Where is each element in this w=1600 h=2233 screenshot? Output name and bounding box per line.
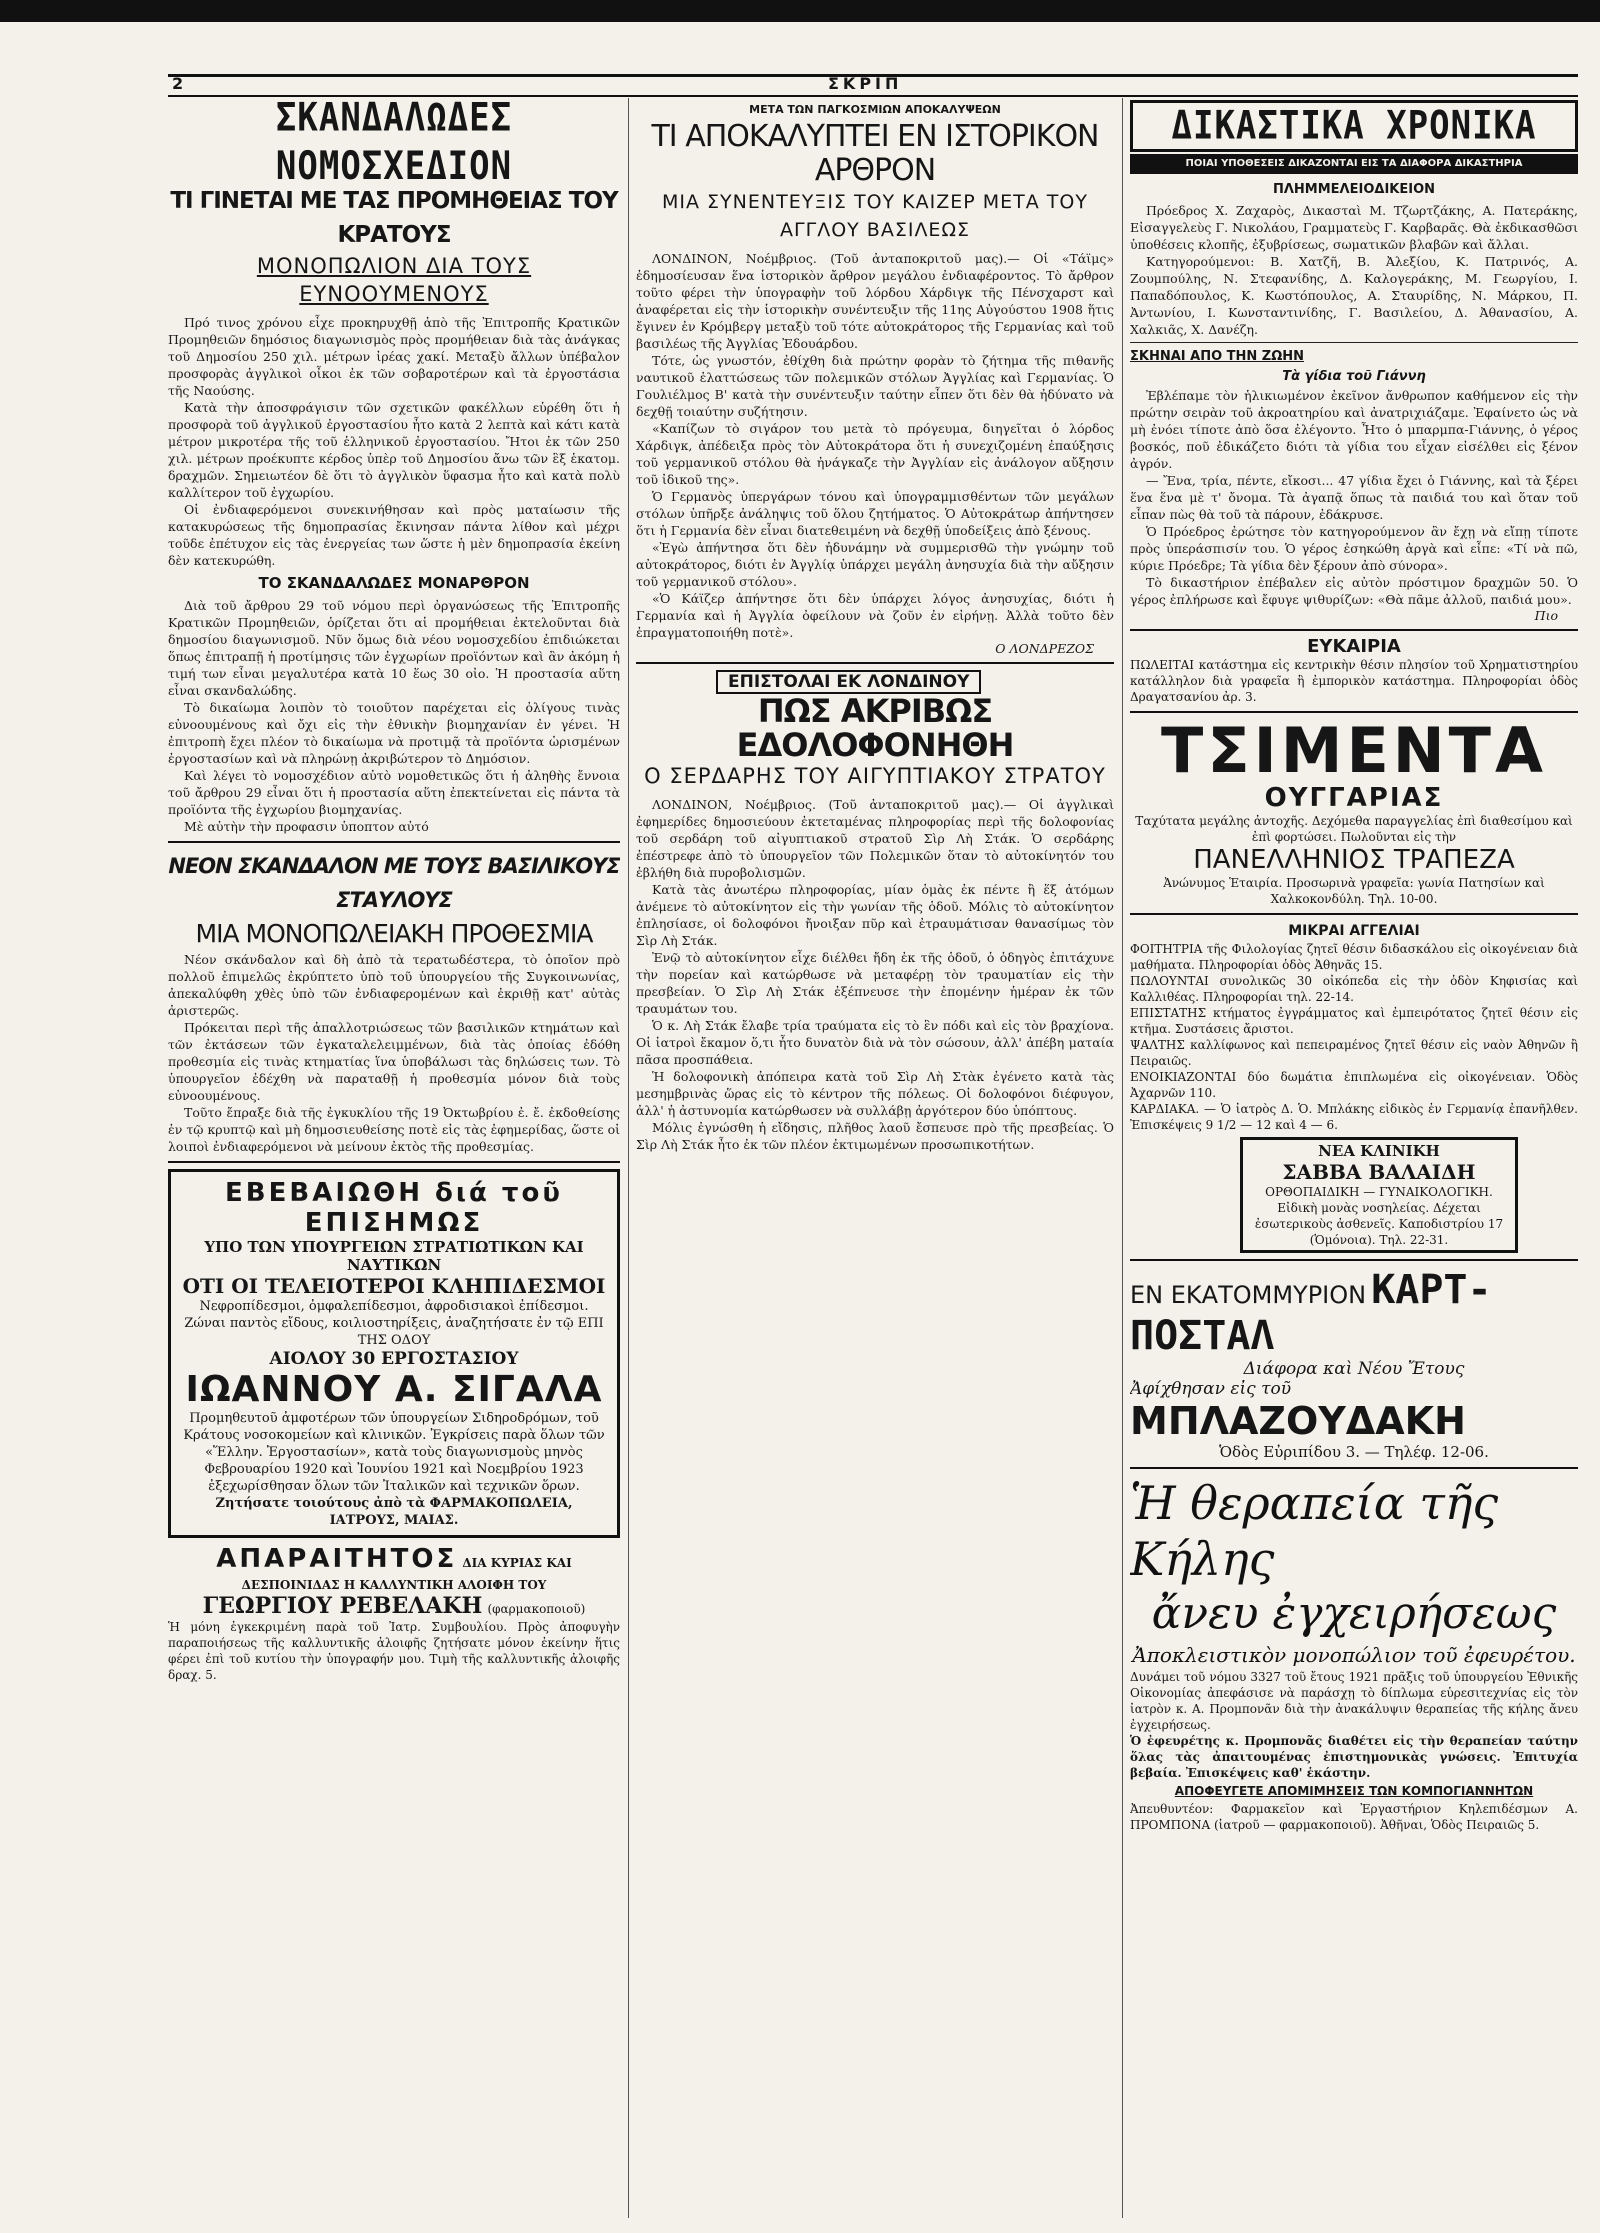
signature: Ο ΛΟΝΔΡΕΖΟΣ: [995, 641, 1094, 656]
article-paragraph: Πρό τινος χρόνου εἶχε προκηρυχθῇ ἀπὸ τῆς Ἐπιτροπῆς Κρατικῶν Προμηθειῶν δημόσιος διαγωνισμὸς πρὸς προμήθειαν διὰ τὰς ἀνάγκας τοῦ Δημοσίου 250 χιλ. μέτρων ἰρέας χακί. Μεταξὺ ἄλλων ὑπέβαλον προσφορὰς ἀγγλικοὶ οἶκοι ἐκ τῶν σοβαροτέρων καὶ τὰ ἐργοστάσια τῆς Ναούσης.: [168, 315, 620, 398]
article-paragraph: Ἐβλέπαμε τὸν ἡλικιωμένον ἐκεῖνον ἄνθρωπον καθήμενον εἰς τὴν πρώτην σειρὰν τοῦ ἀκροατηρίου καὶ ἀνατριχιάζαμε. Ἐφαίνετο ὡς νὰ μὴ ἐνόει τίποτε ἀπὸ ὅσα ἐλέγοντο. Ἦτο ὁ μπαρμπα-Γιάννης, ὁ γέρος βοσκός, ποῦ ἐδικάζετο διότι τὰ γίδια του εἶχαν εἰσέλθει εἰς ξένον ἀγρόν.: [1130, 388, 1578, 471]
article-paragraph: Τοῦτο ἔπραξε διὰ τῆς ἐγκυκλίου τῆς 19 Ὀκτωβρίου ἐ. ἔ. ἐκδοθείσης ἐν τῷ κρυπτῷ καὶ μὴ δημοσιευθείσης ποτὲ εἰς τὰς ἐφημερίδας, ὥστε οἱ λοιποὶ ἐνδιαφερόμενοι νὰ μείνουν ἐκτὸς τῆς προθεσμίας.: [168, 1105, 620, 1154]
classified-item: ΕΝΟΙΚΙΑΖΟΝΤΑΙ δύο δωμάτια ἐπιπλωμένα εἰς οἰκογένειαν. Ὁδὸς Ἀχαρνῶν 110.: [1130, 1070, 1578, 1100]
paper-name: ΣΚΡΙΠ: [828, 74, 903, 93]
article-paragraph: Τὸ δικαίωμα λοιπὸν τὸ τοιοῦτον παρέχεται εἰς ὀλίγους τινὰς εὐνοουμένους καὶ ὄχι εἰς τὴν ἐθνικὴν βιομηχανίαν ἐν γένει. Ἡ ἐπιτροπὴ ἔχει πλέον τὸ δικαίωμα νὰ προτιμᾷ τὰ προϊόντα ὡρισμένων ἐργοστασίων καὶ νὰ πληρώνῃ ἀκριβώτερον τὸ Δημόσιον.: [168, 700, 620, 766]
ad-name: ΜΠΛΑΖΟΥΔΑΚΗ: [1130, 1399, 1466, 1443]
ad-line: ΕΝ ΕΚΑΤΟΜΜΥΡΙΟΝ: [1130, 1281, 1367, 1309]
ad-text: Δυνάμει τοῦ νόμου 3327 τοῦ ἔτους 1921 πρᾶξις τοῦ ὑπουργείου Ἐθνικῆς Οἰκονομίας ἀπεφάσισε νὰ παράσχῃ τὸ δίπλωμα εὑρεσιτεχνίας εἰς τὸν ἰατρὸν κ. Α. Προμπονᾶν διὰ τὴν ἀνακάλυψιν θεραπείας τῆς κήλης ἄνευ ἐγχειρήσεως.: [1130, 1670, 1578, 1732]
headline: ΣΚΑΝΔΑΛΩΔΕΣ ΝΟΜΟΣΧΕΔΙΟΝ: [275, 100, 513, 190]
ad-line: (φαρμακοποιοῦ): [487, 1602, 586, 1616]
classified-item: ΨΑΛΤΗΣ καλλίφωνος καὶ πεπειραμένος ζητεῖ θέσιν εἰς ναὸν Ἀθηνῶν ἢ Πειραιῶς.: [1130, 1038, 1578, 1068]
headline-sub: ΤΙ ΓΙΝΕΤΑΙ ΜΕ ΤΑΣ ΠΡΟΜΗΘΕΙΑΣ ΤΟΥ ΚΡΑΤΟΥΣ: [170, 188, 618, 248]
article-paragraph: Τὸ δικαστήριον ἐπέβαλεν εἰς αὐτὸν πρόστιμον δραχμῶν 50. Ὁ γέρος ἐπλήρωσε καὶ ἔφυγε ψιθυρίζων: «Θὰ πᾶμε ἀλλοῦ, παιδιά μου».: [1130, 575, 1578, 607]
ad-line: Ζητήσατε τοιούτους ἀπὸ τὰ ΦΑΡΜΑΚΟΠΩΛΕΙΑ, ΙΑΤΡΟΥΣ, ΜΑΙΑΣ.: [215, 1496, 573, 1528]
ad-line: ΕΒΕΒΑΙΩΘΗ διά τοῦ ΕΠΙΣΗΜΩΣ: [225, 1178, 563, 1238]
advertisement-sigalas: [168, 1169, 620, 1538]
ad-script-line: ἄνευ ἐγχειρήσεως: [1151, 1588, 1557, 1639]
article-paragraph: Κατὰ τὰς ἀνωτέρω πληροφορίας, μίαν ὁμὰς ἐκ πέντε ἢ ἕξ ἀτόμων ἀνέμενε τὸ αὐτοκίνητον εἰς τὴν γωνίαν τῆς ὁδοῦ. Μόλις τὸ αὐτοκίνητον ἐπλησίασε, οἱ δολοφόνοι ἤνοιξαν πῦρ καὶ ἐτραυμάτισαν θανασίμως τὸν Σὶρ Λὴ Στάκ.: [636, 882, 1114, 948]
masthead: [168, 74, 1578, 97]
article-paragraph: Ὁ κ. Λὴ Στάκ ἔλαβε τρία τραύματα εἰς τὸ ἓν πόδι καὶ εἰς τὸν βραχίονα. Οἱ ἰατροὶ ἔκαμον ὅ,τι ἦτο δυνατὸν διὰ νὰ τὸν σώσουν, ἀλλ' ἀπέβη ματαία πᾶσα προσπάθεια.: [636, 1018, 1114, 1067]
article-paragraph: Μὲ αὐτὴν τὴν προφασιν ὑποπτον αὐτό: [184, 819, 429, 834]
classified-item: ΕΠΙΣΤΑΤΗΣ κτήματος ἐγγράμματος καὶ ἐμπειρότατος ζητεῖ θέσιν εἰς κτῆμα. Συστάσεις ἄριστοι.: [1130, 1006, 1578, 1036]
advertisement-clinic: [1240, 1137, 1518, 1253]
article-paragraph: Νέον σκάνδαλον καὶ δὴ ἀπὸ τὰ τερατωδέστερα, τὸ ὁποῖον πρὸ πολλοῦ ἐπιμελῶς ἐκρύπτετο ὑπὸ τοῦ ὑπουργείου τῆς Συγκοινωνίας, ἀπεκαλύφθη χθὲς ὑπὸ τῶν ἐνδιαφερομένων καὶ ἐκριθῇ κατ' αὐτὰς ἀριστερῶς.: [168, 952, 620, 1018]
ad-text: ΠΩΛΕΙΤΑΙ κατάστημα εἰς κεντρικὴν θέσιν πλησίον τοῦ Χρηματιστηρίου κατάλληλον διὰ γραφεῖα ἢ ἐμπορικὸν κατάστημα. Πληροφορίαι ὁδὸς Δραγατσανίου ἀρ. 3.: [1130, 658, 1578, 704]
classified-item: ΦΟΙΤΗΤΡΙΑ τῆς Φιλολογίας ζητεῖ θέσιν διδασκάλου εἰς οἰκογένειαν διὰ μαθήματα. Πληροφορίαι ὁδὸς Ἀθηνᾶς 15.: [1130, 942, 1578, 972]
ad-line: ΑΙΟΛΟΥ 30 ΕΡΓΟΣΤΑΣΙΟΥ: [269, 1349, 519, 1369]
article-paragraph: Τότε, ὡς γνωστόν, ἐθίχθη διὰ πρώτην φορὰν τὸ ζήτημα τῆς πιθανῆς ναυτικοῦ ἐλαττώσεως τῶν πολεμικῶν στόλων Ἀγγλίας καὶ Γερμανίας. Ὁ Γουλιέλμος Β' κατὰ τὴν συνέντευξιν ταύτην εἶπεν ὅτι δὲν θὰ ἠδύνατο νὰ δεχθῇ τοιαύτην συζήτησιν.: [636, 353, 1114, 419]
article-paragraph: Πρόεδρος Χ. Ζαχαρὸς, Δικασταὶ Μ. Τζωρτζάκης, Α. Πατεράκης, Εἰσαγγελεὺς Γ. Νικολάου, Γραμματεὺς Γ. Καρβαρᾶς. Θὰ ἐκδικασθῶσι ὑποθέσεις κλοπῆς, ἐξυβρίσεως, σωματικῶν βλαβῶν καὶ ἄλλαι.: [1130, 203, 1578, 252]
page-number: 2: [172, 74, 184, 93]
article-paragraph: Μόλις ἐγνώσθη ἡ εἴδησις, πλῆθος λαοῦ ἔσπευσε πρὸ τῆς πρεσβείας. Ὁ Σὶρ Λὴ Στάκ ἦτο ἐκ τῶν πλέον ἐκτιμωμένων προσωπικοτήτων.: [636, 1120, 1114, 1152]
article-paragraph: Κατὰ τὴν ἀποσφράγισιν τῶν σχετικῶν φακέλλων εὑρέθη ὅτι ἡ προσφορὰ τοῦ ἀγγλικοῦ ἐργοστασίου ἦτο κατὰ 2 λεπτὰ καὶ κάτι κατὰ μέτρον μικροτέρα τῆς τοῦ ἑλληνικοῦ ἐργοστασίου. Ἤτοι ἐκ τῶν 250 χιλ. μέτρων προέκυπτε κέρδος ὑπὲρ τοῦ Δημοσίου ἄνω τῶν ἓξ ἑκατομ. δραχμῶν. Σημειωτέον δὲ ὅτι τὸ ἀγγλικὸν ὕφασμα ἦτο καὶ κατὰ πολὺ καλλίτερον τοῦ ἐγχωρίου.: [168, 400, 620, 500]
ad-line: ΥΠΟ ΤΩΝ ΥΠΟΥΡΓΕΙΩΝ ΣΤΡΑΤΙΩΤΙΚΩΝ ΚΑΙ ΝΑΥΤΙΚΩΝ: [204, 1238, 584, 1274]
section-subtitle: ΠΟΙΑΙ ΥΠΟΘΕΣΕΙΣ ΔΙΚΑΖΟΝΤΑΙ ΕΙΣ ΤΑ ΔΙΑΦΟΡΑ ΔΙΚΑΣΤΗΡΙΑ: [1130, 154, 1578, 174]
column-middle: [636, 100, 1114, 1153]
article-paragraph: Ὁ Γερμανὸς ὑπεργάρων τόνου καὶ ὑπογραμμισθέντων τῶν μεγάλων στόλων ὑπῆρξε ἀνάληψις τοῦ ὅλου ζητήματος. Ὁ Αὐτοκράτωρ ἀπήντησεν ὅτι ἡ Γερμανία δὲν εἶναι διατεθειμένη νὰ δεχθῇ ὑποδείξεις ἀπὸ ξένους.: [636, 489, 1114, 538]
ad-line: Ἀφίχθησαν εἰς τοῦ: [1130, 1379, 1292, 1399]
article-paragraph: Καὶ λέγει τὸ νομοσχέδιον αὐτὸ νομοθετικῶς ὅτι ἡ ἀληθὴς ἔννοια τοῦ ἄρθρου 29 εἶναι ὅτι ἡ προστασία αὕτη ἐπεκτείνεται εἰς πάντα τὰ προϊόντα τῆς ἐγχωρίου βιομηχανίας.: [168, 768, 620, 817]
advertisement-tsimenta: [1130, 714, 1578, 907]
headline-sub: Ο ΣΕΡΔΑΡΗΣ ΤΟΥ ΑΙΓΥΠΤΙΑΚΟΥ ΣΤΡΑΤΟΥ: [644, 764, 1106, 788]
subheading: Τὰ γίδια τοῦ Γιάννη: [1282, 369, 1426, 384]
ad-title: ΚΑΡΤ-ΠΟΣΤΑΛ: [1130, 1267, 1492, 1359]
headline: ΤΙ ΑΠΟΚΑΛΥΠΤΕΙ ΕΝ ΙΣΤΟΡΙΚΟΝ ΑΡΘΡΟΝ: [651, 119, 1099, 188]
ad-sub: ΔΙΑ ΚΥΡΙΑΣ ΚΑΙ ΔΕΣΠΟΙΝΙΔΑΣ Η ΚΑΛΛΥΝΤΙΚΗ ΑΛΟΙΦΗ ΤΟΥ: [241, 1556, 572, 1592]
article-paragraph: Ἡ δολοφονικὴ ἀπόπειρα κατὰ τοῦ Σὶρ Λὴ Στὰκ ἐγένετο κατὰ τὰς μεσημβρινὰς ὥρας εἰς τὸ κέντρον τῆς πόλεως. Οἱ δολοφόνοι διέφυγον, ἀλλ' ἡ ἀστυνομία κατώρθωσεν νὰ συλλάβῃ ἀργότερον δύο ὑπόπτους.: [636, 1069, 1114, 1118]
article-paragraph: Οἱ ἐνδιαφερόμενοι συνεκινήθησαν καὶ πρὸς ματαίωσιν τῆς κατακυρώσεως τῆς δημοπρασίας ἔκινησαν πάντα λίθον καὶ μέχρι τοῦδε ἐπέτυχον εἰς τὰς ἐνεργείας των ὥστε ἡ μὲν δημοπρασία ἐκείνη δὲν κατεκυρώθη.: [168, 502, 620, 568]
ad-text: Ταχύτατα μεγάλης ἀντοχῆς. Δεχόμεθα παραγγελίας ἐπὶ διαθεσίμου καὶ ἐπὶ φορτώσει. Πωλοῦνται εἰς τὴν: [1135, 814, 1573, 844]
ad-text: ΟΡΘΟΠΑΙΔΙΚΗ — ΓΥΝΑΙΚΟΛΟΓΙΚΗ. Εἰδικὴ μονὰς νοσηλείας. Δέχεται ἐσωτερικοὺς ἀσθενεῖς. Καποδιστρίου 17 (Ὁμόνοια). Τηλ. 22-31.: [1254, 1185, 1504, 1247]
ad-title: ΑΠΑΡΑΙΤΗΤΟΣ: [216, 1544, 458, 1574]
section-title: ΔΙΚΑΣΤΙΚΑ ΧΡΟΝΙΚΑ: [1171, 103, 1537, 149]
ad-line: Νεφροπίδεσμοι, ὀμφαλεπίδεσμοι, ἀφροδισιακοὶ ἐπίδεσμοι. Ζώναι παντὸς εἴδους, κοιλιοστηρίξεις, ἀναζητήσατε ἐν τῷ ΕΠΙ ΤΗΣ ΟΔΟΥ: [184, 1299, 604, 1348]
ad-script-line: Ἀποκλειστικὸν μονοπώλιον τοῦ ἐφευρέτου.: [1132, 1643, 1576, 1667]
headline: ΠΩΣ ΑΚΡΙΒΩΣ ΕΔΟΛΟΦΟΝΗΘΗ: [736, 692, 1014, 764]
subheading: ΠΛΗΜΜΕΛΕΙΟΔΙΚΕΙΟΝ: [1272, 182, 1436, 197]
article-paragraph: Ὁ Πρόεδρος ἐρώτησε τὸν κατηγορούμενον ἂν ἔχῃ νὰ εἴπῃ τίποτε πρὸς ὑπεράσπισίν του. Ὁ γέρος ἐσηκώθη ἀργὰ καὶ εἶπε: «Τί νὰ πῶ, κύριε Πρόεδρε; Τὰ γίδια δὲν ξέρουν ἀπὸ σύνορα».: [1130, 524, 1578, 573]
ad-address: Ὁδὸς Εὐριπίδου 3. — Τηλέφ. 12-06.: [1219, 1443, 1489, 1461]
headline-sub: ΜΙΑ ΜΟΝΟΠΩΛΕΙΑΚΗ ΠΡΟΘΕΣΜΙΑ: [195, 919, 593, 948]
section-title: ΜΙΚΡΑΙ ΑΓΓΕΛΙΑΙ: [1288, 923, 1420, 939]
ad-title: ΤΣΙΜΕΝΤΑ: [1161, 714, 1547, 787]
ad-text: Ἡ μόνη ἐγκεκριμένη παρὰ τοῦ Ἰατρ. Συμβουλίου. Πρὸς ἀποφυγὴν παραποιήσεως τῆς καλλυντικῆς ἀλοιφῆς ζητήσατε μόνον ἐκείνην ἥτις φέρει ἐπὶ τοῦ κυτίου τὴν ὑπογραφήν μου. Τιμὴ τῆς καλλυντικῆς ἀλοιφῆς δραχ. 5.: [168, 1620, 620, 1682]
ad-text: Ἀπευθυντέον: Φαρμακεῖον καὶ Ἐργαστήριον Κηλεπιδέσμων Α. ΠΡΟΜΠΟΝΑ (ἰατροῦ — φαρμακοποιοῦ). Ἀθῆναι, Ὁδὸς Πειραιῶς 5.: [1130, 1802, 1578, 1832]
ad-title: ΕΥΚΑΙΡΙΑ: [1307, 636, 1401, 657]
ad-title: ΝΕΑ ΚΛΙΝΙΚΗ: [1318, 1142, 1440, 1160]
ad-sub: Διάφορα καὶ Νέου Ἔτους: [1243, 1359, 1465, 1379]
ad-sub: ΟΥΓΓΑΡΙΑΣ: [1264, 783, 1444, 813]
headline: ΝΕΟΝ ΣΚΑΝΔΑΛΟΝ ΜΕ ΤΟΥΣ ΒΑΣΙΛΙΚΟΥΣ ΣΤΑΥΛΟΥΣ: [168, 854, 620, 912]
top-black-band: [0, 0, 1600, 22]
kicker: ΕΠΙΣΤΟΛΑΙ ΕΚ ΛΟΝΔΙΝΟΥ: [716, 670, 981, 694]
column-left: [168, 100, 620, 1683]
ad-name: ΣΑΒΒΑ ΒΑΛΑΙΔΗ: [1282, 1160, 1476, 1184]
subheading: ΣΚΗΝΑΙ ΑΠΟ ΤΗΝ ΖΩΗΝ: [1130, 349, 1305, 364]
article-paragraph: Ἐνῷ τὸ αὐτοκίνητον εἶχε διέλθει ἤδη ἐκ τῆς ὁδοῦ, ὁ ὁδηγὸς ἐπιτάχυνε τὴν πορείαν καὶ κατώρθωσε νὰ μεταφέρῃ τὸν τραυματίαν εἰς τὴν πρεσβείαν. Ὁ Σὶρ Λὴ Στάκ ἐξέπνευσε τὴν ἐπομένην ἡμέραν ἐκ τῶν τραυμάτων του.: [636, 950, 1114, 1016]
article-paragraph: «Καπίζων τὸ σιγάρον του μετὰ τὸ πρόγευμα, διηγεῖται ὁ λόρδος Χάρδιγκ, ἀπέδειξα πρὸς τὸν Αὐτοκράτορα ὅτι ἡ συνεχιζομένη ἐπαύξησις τοῦ γερμανικοῦ στόλου θὰ ἠνάγκαζε τὴν Ἀγγλίαν εἰς ἀνάλογον αὔξησιν τοῦ ἰδικοῦ της».: [636, 421, 1114, 487]
headline-deck: ΜΟΝΟΠΩΛΙΟΝ ΔΙΑ ΤΟΥΣ ΕΥΝΟΟΥΜΕΝΟΥΣ: [256, 254, 532, 306]
column-divider: [628, 98, 629, 2218]
ad-name: ΙΩΑΝΝΟΥ Α. ΣΙΓΑΛΑ: [185, 1369, 603, 1410]
article-paragraph: ΛΟΝΔΙΝΟΝ, Νοέμβριος. (Τοῦ ἀνταποκριτοῦ μας).— Οἱ ἀγγλικαὶ ἐφημερίδες δημοσιεύουν ἐκτεταμένας πληροφορίας περὶ τῆς δολοφονίας τοῦ σερδάρη τοῦ αἰγυπτιακοῦ στρατοῦ Σὶρ Λὴ Στάκ. Ὁ σερδάρης ἐπέστρεφε ἀπὸ τὸ ὑπουργεῖον τῶν Πολεμικῶν ὅταν τὸ αὐτοκίνητόν του ἐβλήθη διὰ πυροβολισμῶν.: [636, 797, 1114, 880]
advertisement-kili: [1130, 1475, 1578, 1833]
article-paragraph: Διὰ τοῦ ἄρθρου 29 τοῦ νόμου περὶ ὀργανώσεως τῆς Ἐπιτροπῆς Κρατικῶν Προμηθειῶν, ὁρίζεται ὅτι αἱ προμήθειαι ἐκτελοῦνται διὰ δημοσίου διαγωνισμοῦ. Νῦν ὅμως διὰ νέου νομοσχεδίου ἐπιδιώκεται ὅπως ἐπιτραπῇ ἡ προτίμησις τῶν ἐγχωρίων προϊόντων καὶ ἂν ἀκόμη ἡ τιμή των εἶναι μεγαλυτέρα κατὰ 10 ἕως 30 οἰο. Ἡ προστασία αὕτη εἶναι σκανδαλώδης.: [168, 598, 620, 698]
article-paragraph: — Ἔνα, τρία, πέντε, εἴκοσι... 47 γίδια ἔχει ὁ Γιάννης, καὶ τὰ ξέρει ἕνα ἕνα μὲ τ' ὄνομα. Τὰ ἀγαπᾷ ὅπως τὰ παιδιά του καὶ ὅταν τοῦ εἶπαν πὼς θὰ τοῦ τὰ πάρουν, ἐδάκρυσε.: [1130, 473, 1578, 522]
ad-line: ΟΤΙ ΟΙ ΤΕΛΕΙΟΤΕΡΟΙ ΚΛΗΠΙΔΕΣΜΟΙ: [182, 1274, 606, 1298]
ad-script-line: Ἡ θεραπεία τῆς Κήλης: [1130, 1476, 1499, 1586]
article-paragraph: Πρόκειται περὶ τῆς ἀπαλλοτριώσεως τῶν βασιλικῶν κτημάτων καὶ τῶν ἐκτάσεων τῶν ἐγκαταλελειμμένων, διὰ τὰς ὁποίας ἐδόθη προθεσμία εἰς τινὰς κτηματίας ἵνα ὑποβάλωσι τὰς δηλώσεις των. Τὸ ὑπουργεῖον ἐδέχθη νὰ παραταθῇ ἡ προθεσμία μόνον διὰ τοὺς εὐνοουμένους.: [168, 1020, 620, 1103]
signature: Πιο: [1534, 608, 1558, 623]
column-right: [1130, 100, 1578, 1833]
ad-name: ΠΑΝΕΛΛΗΝΙΟΣ ΤΡΑΠΕΖΑ: [1193, 845, 1515, 875]
ad-line: Προμηθευτοῦ ἀμφοτέρων τῶν ὑπουργείων Σιδηροδρόμων, τοῦ Κράτους νοσοκομείων καὶ κλινικῶν. Ἐγκρίσεις παρὰ ὅλων τῶν «Ἕλλην. Ἐργοστασίων», κατὰ τοὺς διαγωνισμοὺς μηνὸς Φεβρουαρίου 1920 καὶ Ἰουνίου 1921 καὶ Νοεμβρίου 1923 ἐξεχωρίσθησαν ὅλων τῶν Ἰταλικῶν καὶ τεχνικῶν ὅρων.: [183, 1411, 605, 1494]
ad-text: Ἀνώνυμος Ἑταιρία. Προσωρινὰ γραφεῖα: γωνία Πατησίων καὶ Χαλκοκονδύλη. Τηλ. 10-00.: [1163, 876, 1545, 906]
article-paragraph: «Ὁ Κάϊζερ ἀπήντησε ὅτι δὲν ὑπάρχει λόγος ἀνησυχίας, διότι ἡ Γερμανία καὶ ἡ Ἀγγλία ὀφείλουν νὰ ζοῦν ἐν εἰρήνῃ. Ἀλλὰ τοῦτο δὲν ἐπραγματοποιήθη ποτὲ».: [636, 591, 1114, 640]
ad-warning: ΑΠΟΦΕΥΓΕΤΕ ΑΠΟΜΙΜΗΣΕΙΣ ΤΩΝ ΚΟΜΠΟΓΙΑΝΝΗΤΩΝ: [1174, 1784, 1534, 1798]
classified-item: ΚΑΡΔΙΑΚΑ. — Ὁ ἰατρὸς Δ. Ὁ. Μπλάκης εἰδικὸς ἐν Γερμανίᾳ ἐπανῆλθεν. Ἐπισκέψεις 9 1/2 — 12 καὶ 4 — 6.: [1130, 1102, 1578, 1132]
ad-name: ΓΕΩΡΓΙΟΥ ΡΕΒΕΛΑΚΗ: [202, 1593, 483, 1619]
article-paragraph: ΛΟΝΔΙΝΟΝ, Νοέμβριος. (Τοῦ ἀνταποκριτοῦ μας).— Οἱ «Τάϊμς» ἐδημοσίευσαν ἕνα ἱστορικὸν ἄρθρον μεγάλου ἐνδιαφέροντος. Τὸ ἄρθρον τοῦτο φέρει τὴν ὑπογραφὴν τοῦ λόρδου Χάρδιγκ τῆς Πένσχαρστ καὶ ἀναφέρεται εἰς τὴν ἱστορικὴν συνέντευξιν τῆς 11ης Αὐγούστου 1908 ἥτις ἔγινεν ἐν Κρόμβεργ μεταξὺ τοῦ τότε αὐτοκράτορος τῆς Γερμανίας καὶ τοῦ βασιλέως τῆς Ἀγγλίας Ἐδουάρδου.: [636, 251, 1114, 351]
subheading: ΤΟ ΣΚΑΝΔΑΛΩΔΕΣ ΜΟΝΑΡΘΡΟΝ: [258, 574, 530, 592]
kicker: ΜΕΤΑ ΤΩΝ ΠΑΓΚΟΣΜΙΩΝ ΑΠΟΚΑΛΥΨΕΩΝ: [749, 103, 1001, 116]
advertisement-kart-postal: [1130, 1267, 1578, 1461]
classified-item: ΠΩΛΟΥΝΤΑΙ συνολικῶς 30 οἰκόπεδα εἰς τὴν ὁδὸν Κηφισίας καὶ Καλλιθέας. Πληροφορίαι τηλ. 22-14.: [1130, 974, 1578, 1004]
ad-text: Ὁ ἐφευρέτης κ. Προμπονᾶς διαθέτει εἰς τὴν θεραπείαν ταύτην ὅλας τὰς ἀπαιτουμένας ἐπιστημονικὰς γνώσεις. Ἐπιτυχία βεβαία. Ἐπισκέψεις καθ' ἑκάστην.: [1130, 1734, 1578, 1780]
article-paragraph: «Ἐγὼ ἀπήντησα ὅτι δὲν ἠδυνάμην νὰ συμμερισθῶ τὴν γνώμην τοῦ αὐτοκράτορος, διότι ἐν Ἀγγλίᾳ ὑπάρχει μεγάλη ἀνησυχία διὰ τὴν αὔξησιν τοῦ γερμανικοῦ στόλου».: [636, 540, 1114, 589]
headline-sub: ΜΙΑ ΣΥΝΕΝΤΕΥΞΙΣ ΤΟΥ ΚΑΙΖΕΡ ΜΕΤΑ ΤΟΥ ΑΓΓΛΟΥ ΒΑΣΙΛΕΩΣ: [662, 191, 1088, 241]
advertisement-revelakis: [168, 1544, 620, 1683]
article-paragraph: Κατηγορούμενοι: Β. Χατζῆ, Β. Ἀλεξίου, Κ. Πατρινός, Α. Ζουμπούλης, Ν. Στεφανίδης, Δ. Καλογεράκης, Μ. Γεωργίου, Ι. Παπαδόπουλος, Κ. Κωστόπουλος, Α. Σταυρίδης, Ν. Μάρκου, Π. Ἀντωνίου, Ι. Κωνσταντινίδης, Γ. Βασιλείου, Δ. Ἀθανασίου, Α. Χαλκιᾶς, Χ. Δανέζη.: [1130, 254, 1578, 337]
column-divider: [1122, 98, 1123, 2218]
